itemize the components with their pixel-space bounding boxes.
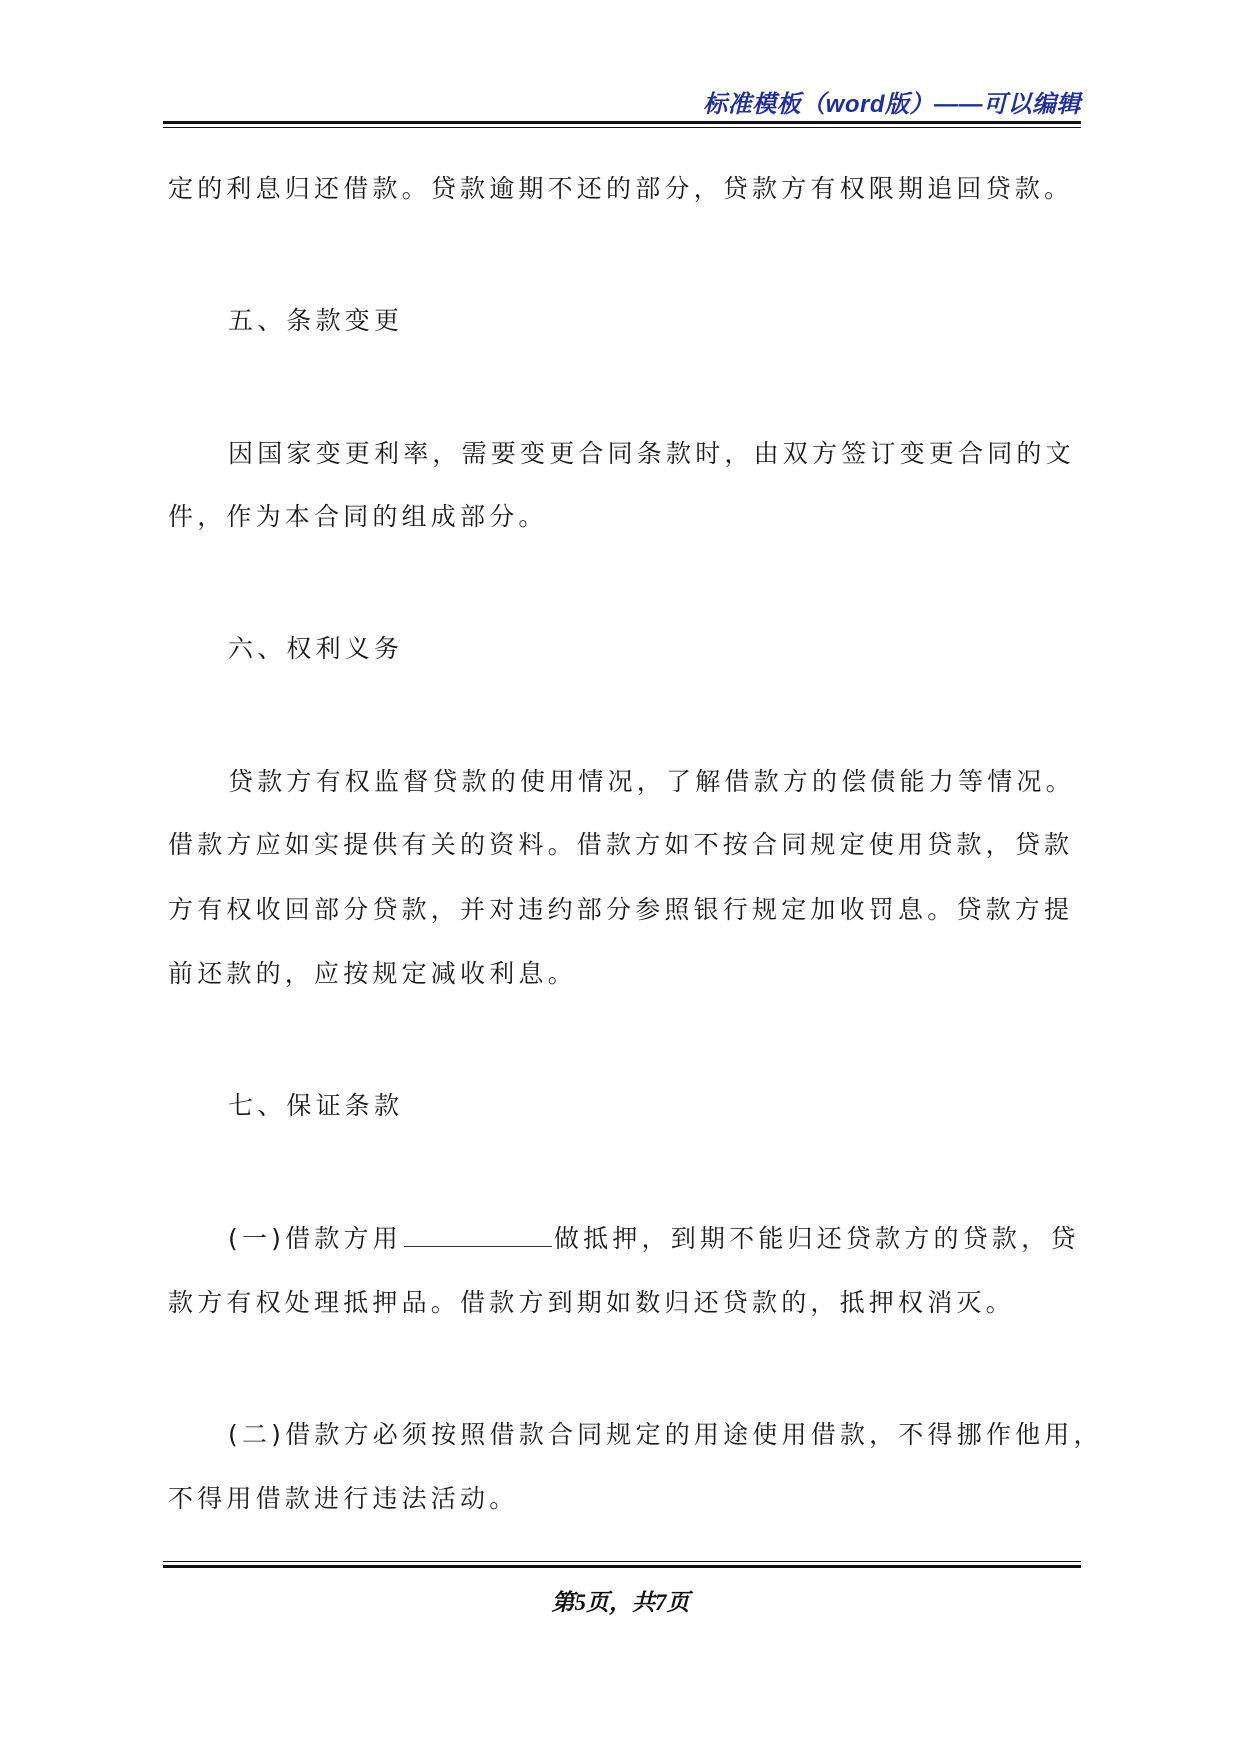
section-heading-7: 七、保证条款 [228,1091,404,1120]
footer-rule-thick [163,1565,1081,1568]
section-heading-6: 六、权利义务 [228,634,404,663]
paragraph-line: (二)借款方必须按照借款合同规定的用途使用借款，不得挪作他用， [228,1420,1103,1449]
paragraph-line: 款方有权处理抵押品。借款方到期如数归还贷款的，抵押权消灭。 [168,1288,1015,1317]
paragraph-line [228,1222,1080,1256]
clause-prefix: (一)借款方用 [228,1224,402,1253]
clause-suffix: 做抵押，到期不能归还贷款方的贷款，贷 [553,1224,1080,1253]
page-number: 第5页，共7页 [551,1590,690,1615]
fill-in-blank[interactable] [404,1224,552,1247]
paragraph-line: 借款方应如实提供有关的资料。借款方如不按合同规定使用贷款，贷款 [168,830,1074,859]
header-rule-thick [163,121,1081,124]
paragraph-line: 贷款方有权监督贷款的使用情况，了解借款方的偿债能力等情况。 [228,767,1075,796]
paragraph-line: 方有权收回部分贷款，并对违约部分参照银行规定加收罚息。贷款方提 [168,895,1074,924]
paragraph-line: 定的利息归还借款。贷款逾期不还的部分，贷款方有权限期追回贷款。 [168,174,1074,203]
paragraph-line: 前还款的，应按规定减收利息。 [168,959,577,988]
header-rule-thin [163,127,1081,128]
header-title: 标准模板（word版）——可以编辑 [703,91,1081,118]
paragraph-line: 因国家变更利率，需要变更合同条款时，由双方签订变更合同的文 [228,439,1075,468]
footer-rule-thin [163,1561,1081,1562]
paragraph-line: 件，作为本合同的组成部分。 [168,502,548,531]
paragraph-line: 不得用借款进行违法活动。 [168,1484,519,1513]
section-heading-5: 五、条款变更 [228,306,404,335]
